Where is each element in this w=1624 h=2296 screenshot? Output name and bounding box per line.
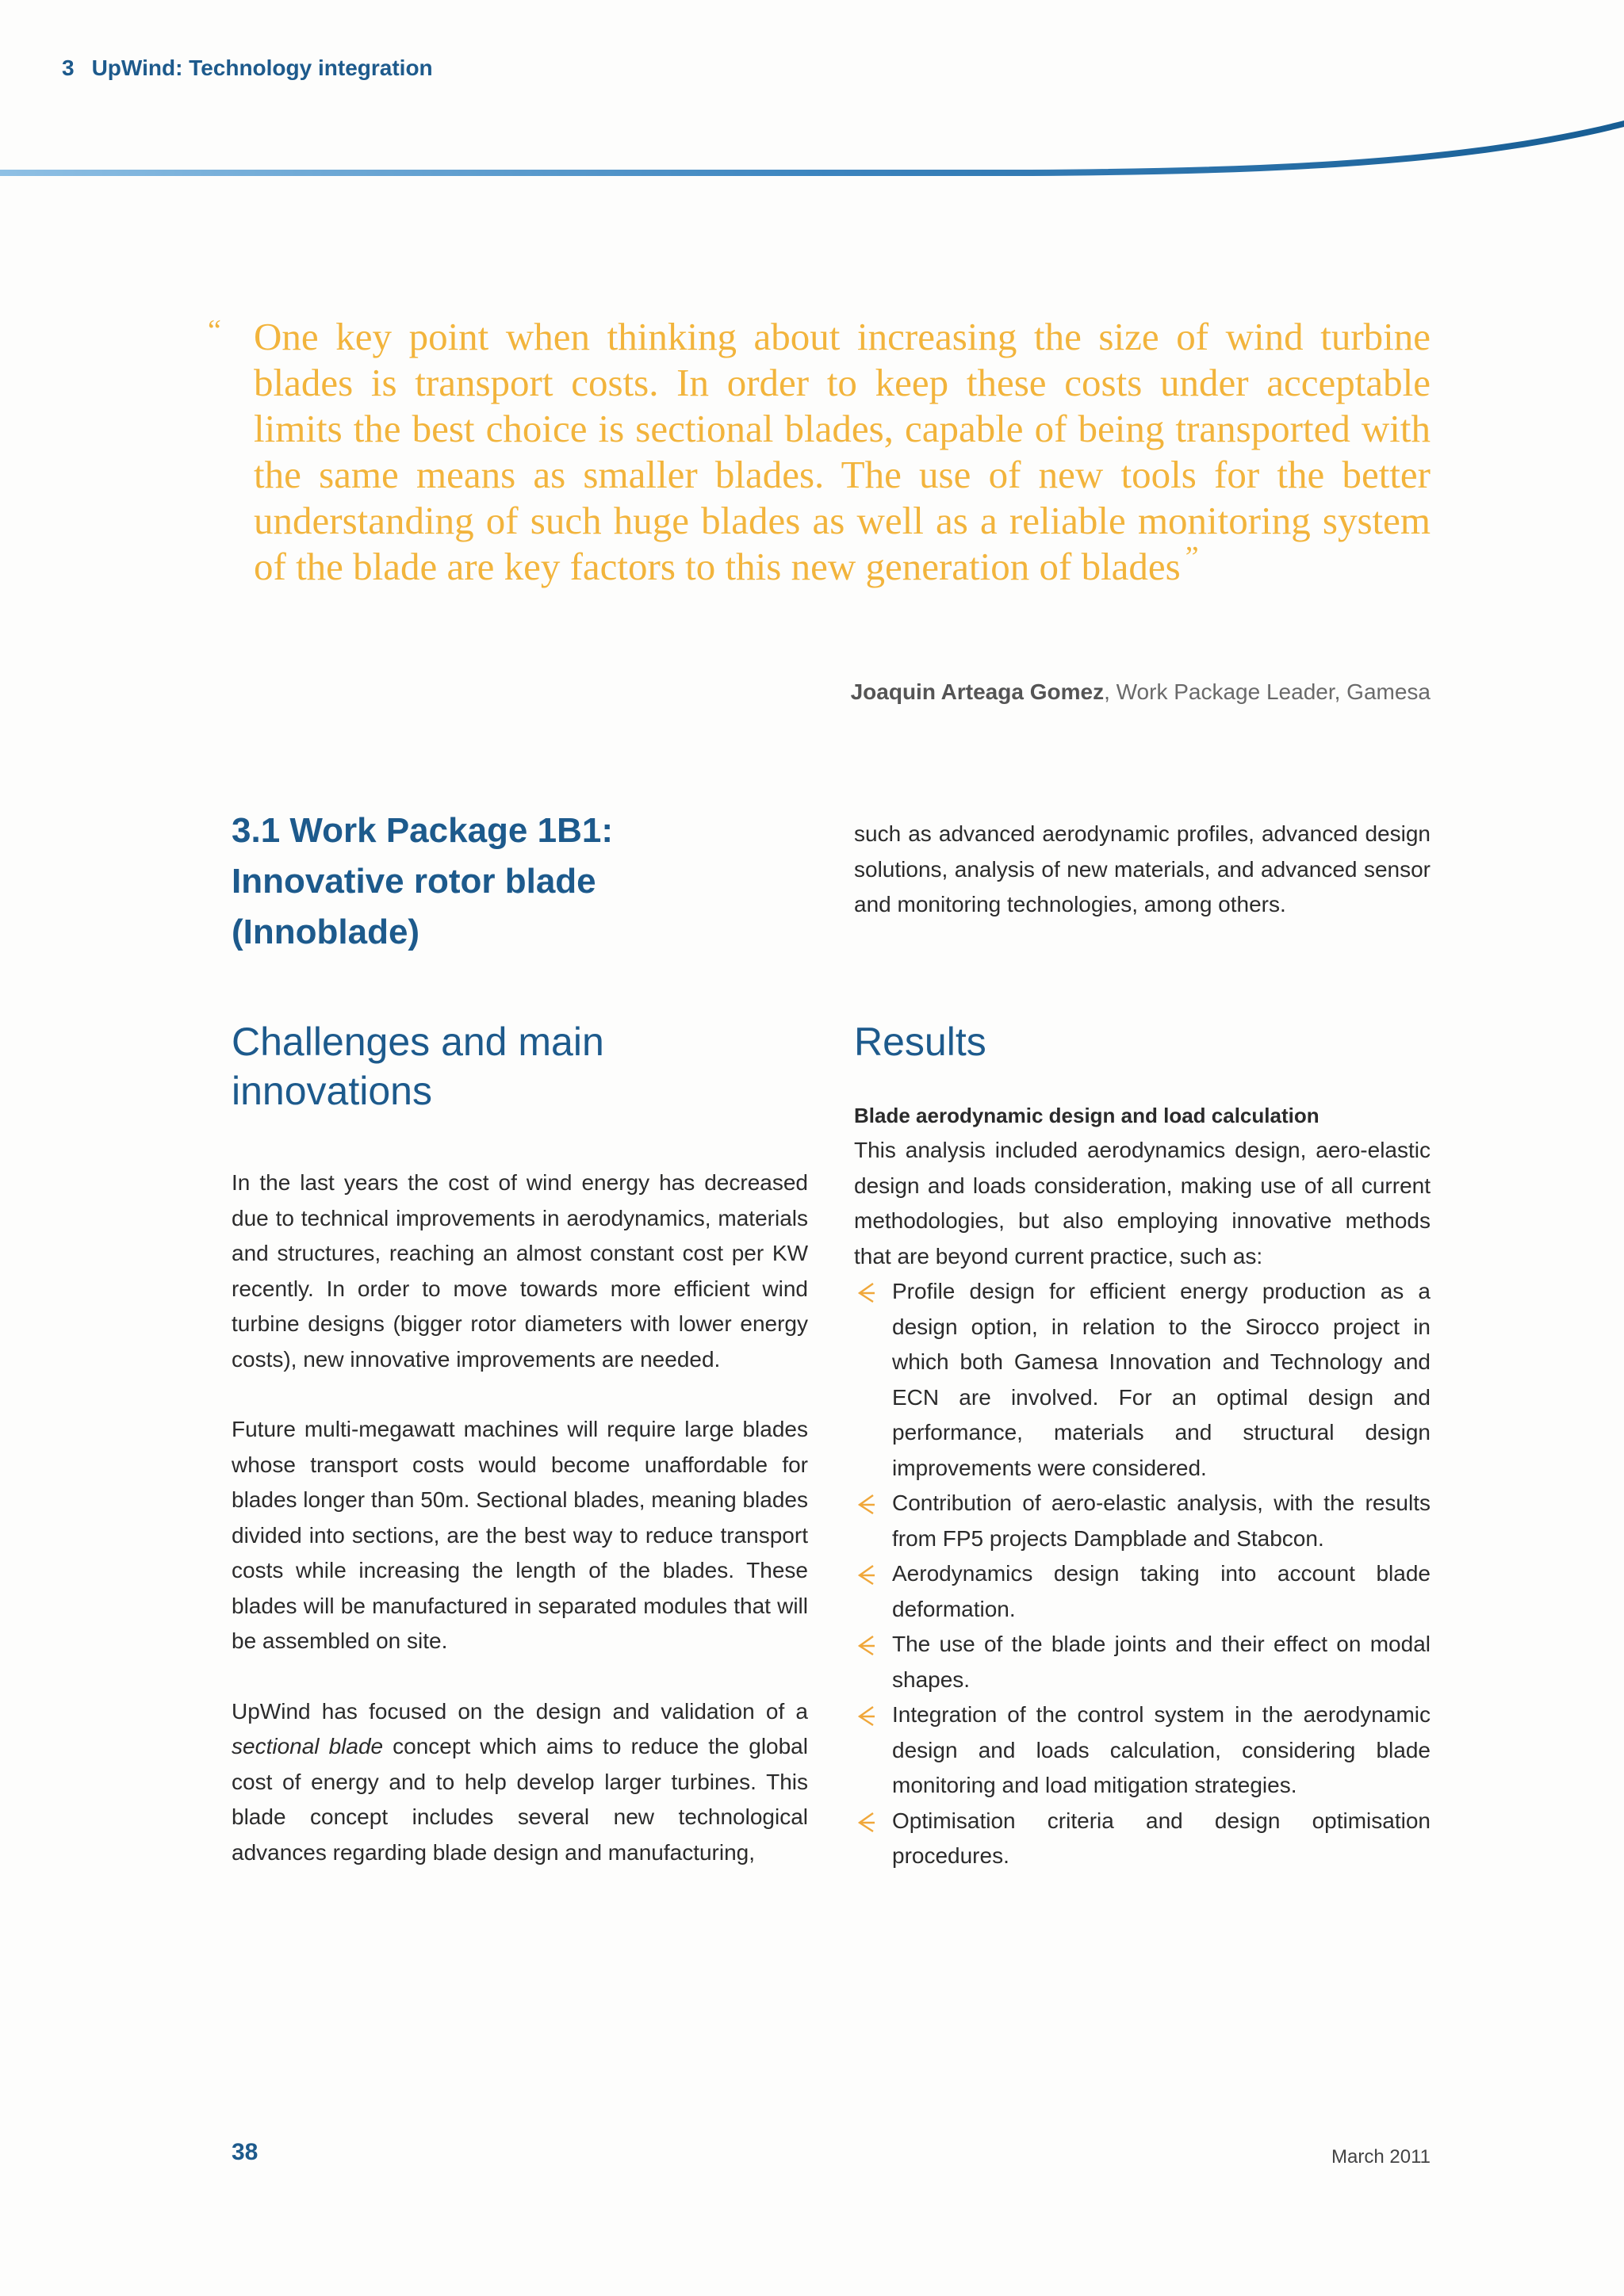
paragraph-3	[232, 1694, 808, 1871]
continuation-paragraph: such as advanced aerodynamic profiles, advanced design solutions, analysis of new materials, and advanced sensor and monitoring technologies, among others.	[854, 821, 1431, 916]
bullet-arrow-icon	[856, 1282, 876, 1303]
header-swoosh-decoration	[0, 103, 1624, 182]
challenges-body	[232, 1165, 808, 1905]
chapter-number: 3	[62, 55, 75, 80]
results-subheading: Blade aerodynamic design and load calculation	[854, 1104, 1320, 1127]
bullet-item	[854, 1697, 1431, 1804]
bullet-item	[854, 1556, 1431, 1627]
bullet-arrow-icon	[856, 1812, 876, 1832]
work-package-title-line-1: 3.1 Work Package 1B1:	[232, 811, 613, 850]
bullet-item	[854, 1804, 1431, 1874]
bullet-arrow-icon	[856, 1635, 876, 1655]
bullet-arrow-icon	[856, 1705, 876, 1726]
quote-text: One key point when thinking about increasing the size of wind turbine blades is transport costs. In order to keep these costs under acceptable limits the best choice is sectional blades, capable of being transported with the same means as smaller blades. The use of new tools for the better understanding of such huge blades as well as a reliable monitoring system of the blade are key factors to this new generation of blades	[254, 315, 1431, 588]
open-quote-mark: “	[208, 314, 221, 347]
publication-date: March 2011	[1331, 2146, 1431, 2168]
work-package-title-line-3: (Innoblade)	[232, 913, 420, 951]
section-title-challenges-line-2: innovations	[232, 1069, 432, 1113]
results-bullet-list	[854, 1274, 1431, 1874]
bullet-text: Integration of the control system in the aerodynamic design and loads calculation, considering blade monitoring and load mitigation strategies.	[892, 1702, 1431, 1797]
bullet-item	[854, 1627, 1431, 1697]
chapter-title: UpWind: Technology integration	[91, 55, 433, 80]
paragraph-3-end: concept which aims to reduce the global cost of energy and to help develop larger turbines. This blade concept includes several new technological advances regarding blade design and manufacturing,	[232, 1734, 808, 1865]
section-title-challenges-line-1: Challenges and main	[232, 1020, 604, 1064]
bullet-item	[854, 1486, 1431, 1556]
results-body	[854, 1098, 1431, 1874]
close-quote-mark: ”	[1185, 541, 1199, 574]
bullet-arrow-icon	[856, 1564, 876, 1585]
bullet-text: The use of the blade joints and their effect on modal shapes.	[892, 1632, 1431, 1692]
page-number: 38	[232, 2139, 259, 2165]
bullet-text: Optimisation criteria and design optimisation procedures.	[892, 1808, 1431, 1868]
bullet-text: Aerodynamics design taking into account blade deformation.	[892, 1561, 1431, 1621]
bullet-text: Contribution of aero-elastic analysis, with the results from FP5 projects Dampblade and Stabcon.	[892, 1490, 1431, 1551]
section-title-results: Results	[854, 1020, 986, 1064]
paragraph-3-start: UpWind has focused on the design and validation of a	[232, 1698, 808, 1724]
paragraph-3-emphasis: sectional blade	[232, 1734, 384, 1758]
running-header	[62, 55, 433, 81]
quote-author-role: , Work Package Leader, Gamesa	[1104, 679, 1431, 704]
bullet-text: Profile design for efficient energy production as a design option, in relation to the Sirocco project in which both Gamesa Innovation and Technology and ECN are involved. For an optimal design and performance, materials and structural design improvements were considered.	[892, 1279, 1431, 1480]
quote-author: Joaquin Arteaga Gomez	[850, 679, 1105, 704]
pull-quote	[208, 314, 1431, 593]
paragraph-1: In the last years the cost of wind energy has decreased due to technical improvements in aerodynamics, materials and structures, reaching an almost constant cost per KW recently. In order to move towards more efficient wind turbine designs (bigger rotor diameters with lower energy costs), new innovative improvements are needed.	[232, 1170, 808, 1372]
paragraph-2: Future multi-megawatt machines will require large blades whose transport costs would become unaffordable for blades longer than 50m. Sectional blades, meaning blades divided into sections, are the best way to reduce transport costs while increasing the length of the blades. These blades will be manufactured in separated modules that will be assembled on site.	[232, 1417, 808, 1653]
left-column	[232, 793, 808, 1865]
work-package-title-line-2: Innovative rotor blade	[232, 862, 596, 901]
work-package-title	[232, 806, 808, 958]
bullet-arrow-icon	[856, 1494, 876, 1514]
bullet-item	[854, 1274, 1431, 1486]
section-title-challenges	[232, 1017, 808, 1115]
results-intro: This analysis included aerodynamics design, aero-elastic design and loads consideration, making use of all current methodologies, but also employing innovative methods that are beyond current practice, such as:	[854, 1138, 1431, 1269]
quote-attribution	[851, 679, 1431, 705]
